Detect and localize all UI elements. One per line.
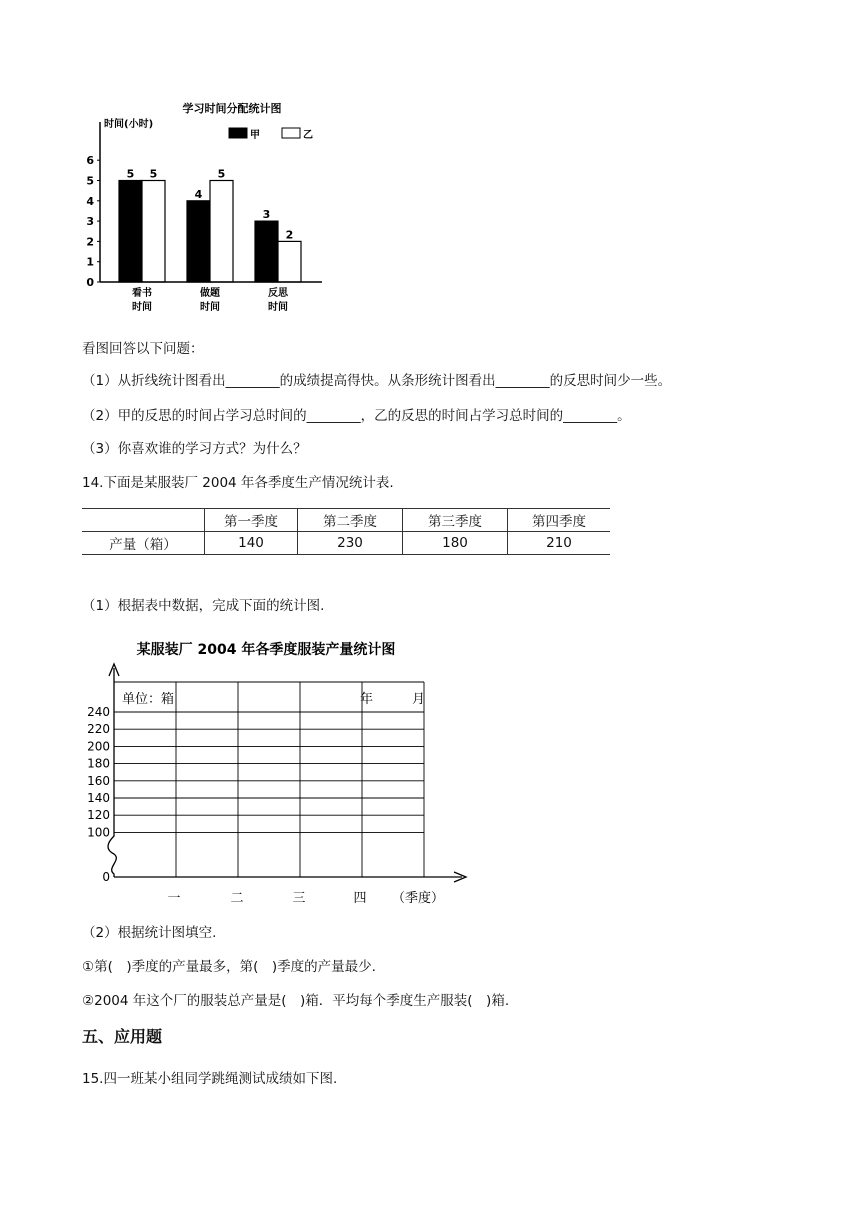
chart1-category-label: 时间	[132, 302, 152, 313]
chart2-ytick-label: 240	[87, 705, 110, 719]
chart2-year: 年	[360, 692, 374, 707]
chart2-ytick-label: 140	[87, 791, 110, 805]
production-grid-chart	[82, 632, 482, 912]
chart1-ytick-label: 1	[86, 255, 94, 269]
chart1-title: 学习时间分配统计图	[182, 102, 282, 115]
question-14-1: （1）根据表中数据，完成下面的统计图.	[82, 598, 325, 614]
chart1-ytick-label: 3	[86, 215, 94, 229]
chart2-ytick-label: 160	[87, 773, 110, 788]
study-time-bar-chart	[82, 98, 342, 318]
question-1: （1）从折线统计图看出________的成绩提高得快。从条形统计图看出________的反思时间少一些。	[82, 373, 672, 389]
section-5-heading: 五、应用题	[82, 1027, 163, 1046]
chart1-category-label: 时间	[268, 302, 288, 313]
chart1-category-label: 做题	[200, 288, 220, 299]
chart1-bar	[210, 181, 233, 283]
chart2-category-label: 四	[353, 891, 367, 906]
chart1-data-label: 4	[194, 187, 203, 201]
question-15: 15.四一班某小组同学跳绳测试成绩如下图.	[82, 1071, 338, 1087]
chart1-ytick-label: 6	[86, 154, 94, 168]
question-3: （3）你喜欢谁的学习方式？为什么？	[82, 441, 307, 457]
table-cell-q2: 230	[298, 532, 403, 555]
chart2-ytick-label: 120	[87, 808, 110, 823]
question-2: （2）甲的反思的时间占学习总时间的________，乙的反思的时间占学习总时间的________。	[82, 408, 631, 424]
chart2-category-label: 三	[292, 891, 306, 906]
table-header-q1: 第一季度	[205, 509, 298, 532]
chart2-ytick-label: 200	[87, 739, 110, 754]
table-row-label: 产量（箱）	[82, 532, 205, 555]
chart2-ytick-label: 0	[102, 870, 110, 884]
legend-swatch-yi	[282, 128, 300, 138]
chart2-ytick-label: 100	[87, 825, 110, 840]
table-header-q4: 第四季度	[508, 509, 611, 532]
production-table	[82, 508, 610, 555]
chart1-bar	[255, 221, 278, 282]
chart1-bar	[119, 181, 142, 283]
chart2-unit: 单位：箱	[122, 692, 175, 707]
chart2-month: 月	[412, 692, 426, 707]
table-header-blank	[82, 509, 205, 532]
chart1-data-label: 3	[262, 208, 271, 222]
chart1-ytick-label: 5	[86, 174, 94, 188]
chart1-ytick-label: 2	[86, 235, 94, 249]
chart2-ytick-label: 220	[87, 722, 110, 737]
table-header-q3: 第三季度	[403, 509, 508, 532]
chart1-data-label: 5	[217, 167, 226, 181]
chart1-category-label: 时间	[200, 302, 220, 313]
chart1-data-label: 5	[149, 167, 158, 181]
chart1-ytick-label: 4	[86, 194, 94, 208]
chart1-category-label: 反思	[268, 288, 288, 299]
chart2-y-axis	[108, 668, 116, 877]
question-14-2b: ②2004 年这个厂的服装总产量是( )箱．平均每个季度生产服装( )箱.	[82, 993, 510, 1009]
chart2-category-label: 一	[167, 891, 181, 906]
question-14-2: （2）根据统计图填空.	[82, 925, 217, 941]
chart1-ylabel: 时间(小时)	[104, 119, 154, 130]
chart1-category-label: 看书	[132, 288, 152, 299]
table-cell-q4: 210	[508, 532, 611, 555]
legend-label-yi: 乙	[303, 130, 313, 141]
chart1-bar	[142, 181, 165, 283]
question-intro: 看图回答以下问题：	[82, 341, 204, 357]
table-cell-q1: 140	[205, 532, 298, 555]
chart1-ytick-label: 0	[86, 276, 94, 289]
chart1-data-label: 5	[126, 167, 135, 181]
chart2-ytick-label: 180	[87, 756, 110, 771]
chart2-category-label: 二	[230, 891, 244, 906]
table-header-q2: 第二季度	[298, 509, 403, 532]
chart1-bar	[278, 241, 301, 282]
question-14-2a: ①第( )季度的产量最多，第( )季度的产量最少.	[82, 959, 376, 975]
question-14: 14.下面是某服装厂 2004 年各季度生产情况统计表.	[82, 475, 394, 491]
chart1-bar	[187, 201, 210, 282]
chart2-title: 某服装厂 2004 年各季度服装产量统计图	[136, 642, 396, 658]
legend-swatch-jia	[229, 128, 247, 138]
legend-label-jia: 甲	[250, 130, 260, 141]
chart2-xlabel: （季度）	[392, 891, 445, 906]
chart1-data-label: 2	[285, 228, 294, 242]
table-cell-q3: 180	[403, 532, 508, 555]
